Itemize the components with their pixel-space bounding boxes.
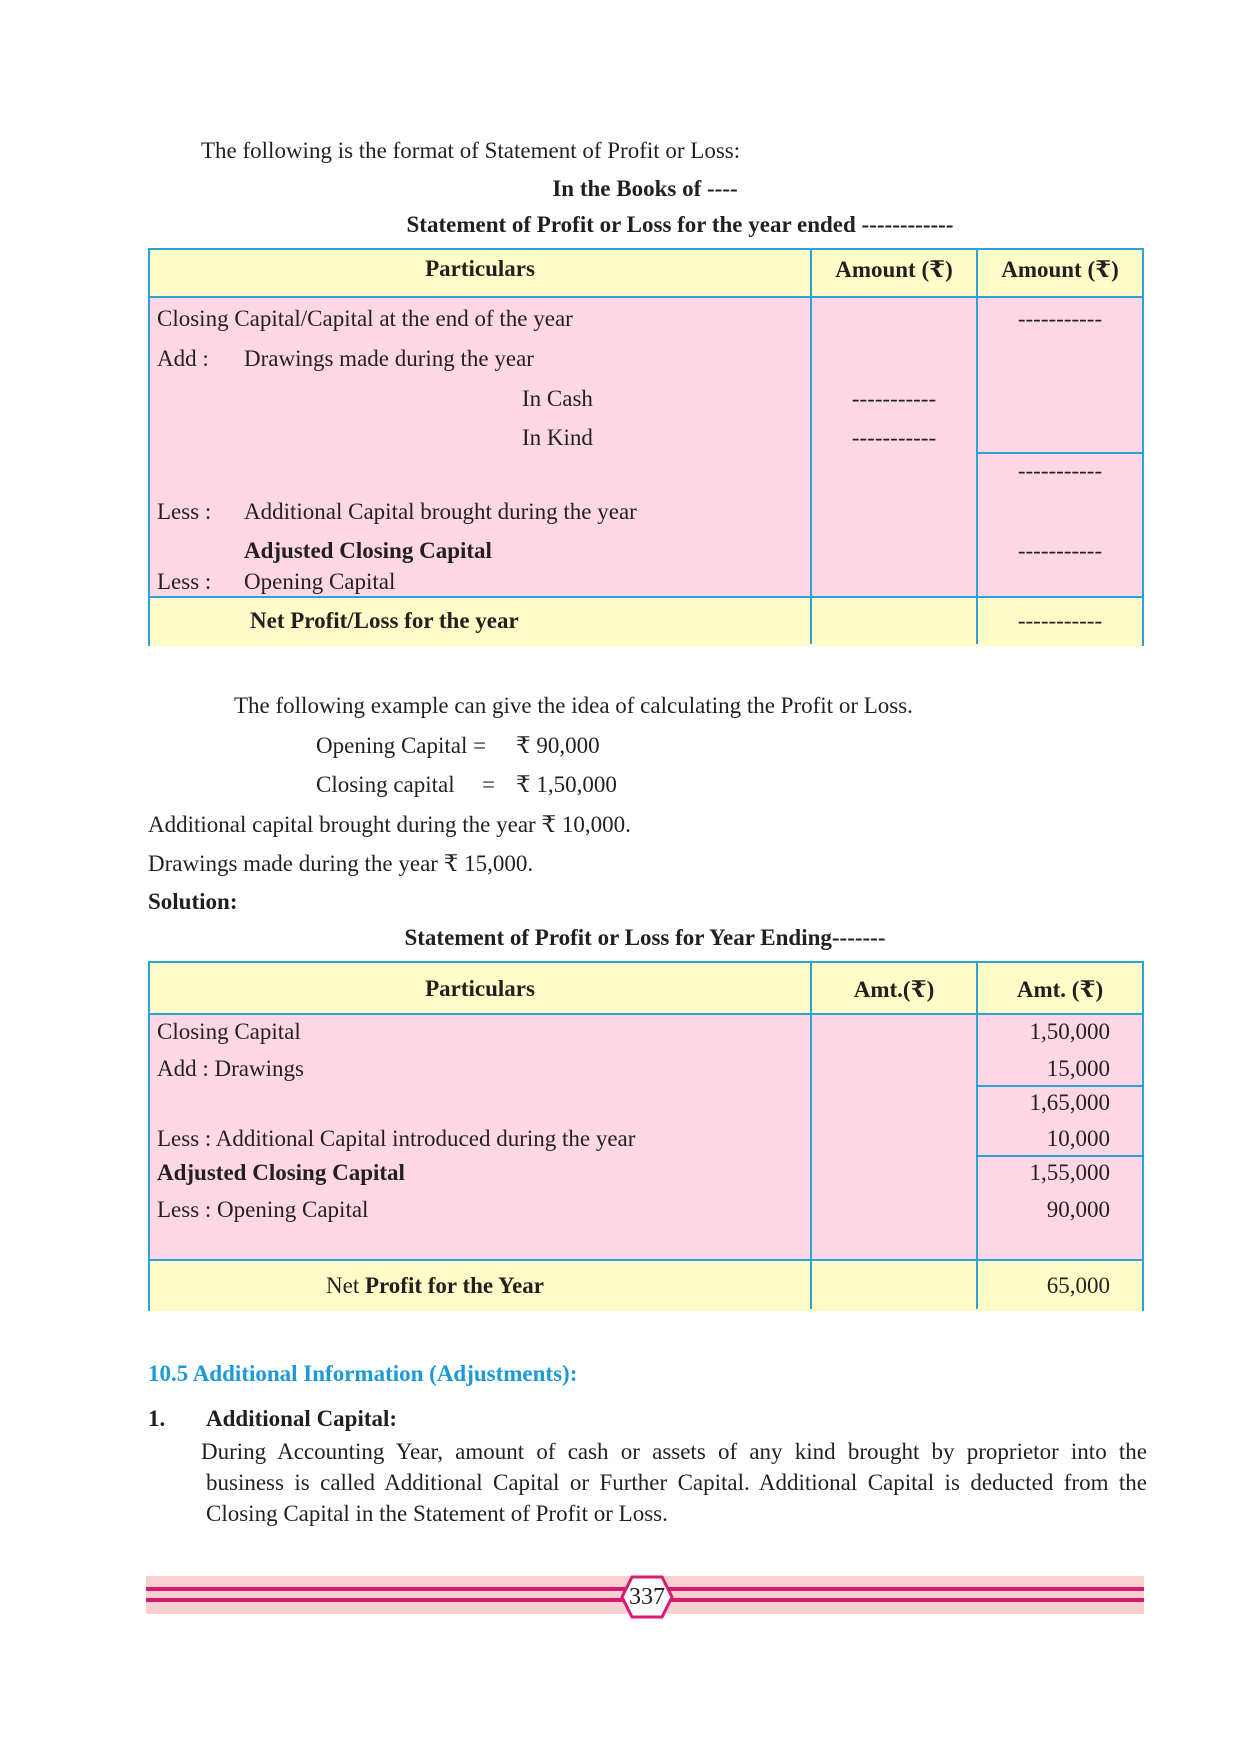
in-cash-label: In Cash — [522, 386, 593, 411]
net-profit-value: 65,000 — [1046, 1273, 1110, 1298]
net-profit-prefix: Net — [326, 1273, 365, 1298]
paragraph-line-2: business is called Additional Capital or Further Capital. Additional Capital is deducted from the — [206, 1470, 1147, 1495]
closing-capital-label: Closing Capital/Capital at the end of the year — [157, 306, 573, 331]
less-prefix: Less : — [157, 499, 212, 524]
opening-capital-given-label: Opening Capital = — [316, 733, 487, 758]
in-kind-dash: ----------- — [851, 425, 937, 450]
header-particulars: Particulars — [425, 256, 535, 281]
in-cash-dash: ----------- — [851, 386, 937, 411]
solution-table-body — [150, 1015, 1142, 1259]
solution-subtotal-rule-2 — [978, 1155, 1144, 1157]
solution-row-amount: 1,55,000 — [1029, 1160, 1110, 1185]
net-profit-bold: Profit for the Year — [364, 1273, 545, 1298]
intro-text: The following is the format of Statement of Profit or Loss: — [201, 138, 741, 163]
solution-statement-heading: Statement of Profit or Loss for Year Ending------- — [404, 925, 886, 950]
net-profit-loss-dash: ----------- — [1017, 608, 1103, 633]
solution-header-amt-1: Amt.(₹) — [853, 977, 935, 1002]
section-title: 10.5 Additional Information (Adjustments): — [148, 1361, 578, 1386]
closing-capital-dash: ----------- — [1017, 306, 1103, 331]
solution-row-label: Less : Additional Capital introduced during the year — [157, 1126, 636, 1151]
solution-col-divider-2 — [976, 963, 978, 1309]
solution-row-amount: 90,000 — [1046, 1197, 1110, 1222]
solution-row-amount: 10,000 — [1046, 1126, 1110, 1151]
subtotal-dash: ----------- — [1017, 458, 1103, 483]
solution-col-divider-1 — [810, 963, 812, 1309]
item-title: Additional Capital: — [206, 1406, 398, 1431]
format-table-footer — [150, 596, 1142, 646]
solution-row-amount: 1,50,000 — [1029, 1019, 1110, 1044]
in-kind-label: In Kind — [522, 425, 593, 450]
subtotal-rule — [978, 452, 1144, 454]
closing-capital-given-value: ₹ 1,50,000 — [516, 772, 617, 797]
paragraph-line-1: During Accounting Year, amount of cash or assets of any kind brought by proprietor into the — [201, 1439, 1147, 1464]
format-col-divider-2 — [976, 250, 978, 644]
solution-row-label: Add : Drawings — [157, 1056, 304, 1081]
solution-row-label: Less : Opening Capital — [157, 1197, 369, 1222]
net-profit-label — [326, 1273, 544, 1299]
opening-capital-given-value: ₹ 90,000 — [516, 733, 600, 758]
format-col-divider-1 — [810, 250, 812, 644]
format-table-header — [150, 250, 1142, 298]
add-prefix: Add : — [157, 346, 209, 371]
solution-table — [148, 961, 1144, 1311]
header-amount-2: Amount (₹) — [1001, 257, 1119, 282]
opening-capital-label: Opening Capital — [244, 569, 396, 594]
format-table-body — [150, 298, 1142, 596]
closing-capital-given-label: Closing capital — [316, 772, 455, 797]
page-number: 337 — [629, 1584, 665, 1610]
solution-header-particulars: Particulars — [425, 976, 535, 1001]
drawings-label: Drawings made during the year — [244, 346, 534, 371]
statement-heading: Statement of Profit or Loss for the year ended ------------ — [406, 212, 954, 237]
drawings-given: Drawings made during the year ₹ 15,000. — [148, 851, 534, 876]
solution-subtotal-rule-1 — [978, 1085, 1144, 1087]
additional-capital-label: Additional Capital brought during the year — [244, 499, 637, 524]
solution-row-label: Closing Capital — [157, 1019, 301, 1044]
format-table — [148, 248, 1144, 646]
solution-row-amount: 1,65,000 — [1029, 1090, 1110, 1115]
solution-table-header — [150, 963, 1142, 1015]
paragraph-line-3: Closing Capital in the Statement of Profit or Loss. — [206, 1501, 668, 1526]
example-intro: The following example can give the idea of calculating the Profit or Loss. — [234, 693, 913, 718]
less-prefix-2: Less : — [157, 569, 212, 594]
solution-header-amt-2: Amt. (₹) — [1016, 977, 1104, 1002]
solution-table-footer — [150, 1259, 1142, 1311]
adjusted-closing-dash: ----------- — [1017, 538, 1103, 563]
adjusted-closing-label: Adjusted Closing Capital — [244, 538, 492, 563]
closing-capital-given-eq: = — [482, 772, 495, 797]
solution-row-amount: 15,000 — [1046, 1056, 1110, 1081]
books-heading: In the Books of ---- — [552, 176, 738, 201]
solution-row-label: Adjusted Closing Capital — [157, 1160, 405, 1185]
net-profit-loss-label: Net Profit/Loss for the year — [250, 608, 519, 633]
item-number: 1. — [148, 1406, 166, 1431]
solution-label: Solution: — [148, 889, 238, 914]
header-amount-1: Amount (₹) — [835, 257, 953, 282]
additional-capital-given: Additional capital brought during the year ₹ 10,000. — [148, 812, 631, 837]
